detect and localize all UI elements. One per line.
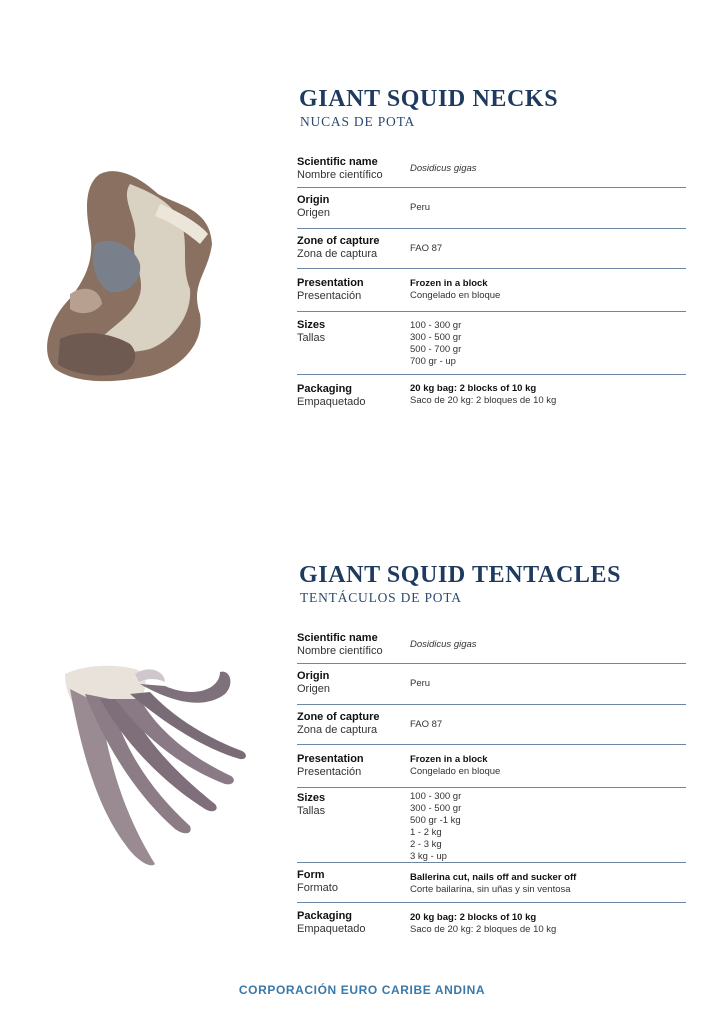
row-value: Dosidicus gigas bbox=[410, 638, 477, 650]
row-label-en: Packaging bbox=[297, 910, 353, 922]
squid-tentacles-photo bbox=[55, 664, 250, 879]
row-label-en: Origin bbox=[297, 194, 330, 206]
row-label-es: Zona de captura bbox=[297, 724, 378, 736]
row-value: 100 - 300 gr bbox=[410, 791, 462, 802]
spec-row-presentation bbox=[297, 269, 686, 312]
row-value: 100 - 300 gr bbox=[410, 320, 462, 331]
row-label-es: Nombre científico bbox=[297, 645, 383, 657]
row-label-es: Formato bbox=[297, 882, 338, 894]
row-value: Peru bbox=[410, 202, 431, 213]
row-label-es: Zona de captura bbox=[297, 248, 378, 260]
row-label-es: Origen bbox=[297, 683, 331, 695]
row-label-en: Zone of capture bbox=[297, 711, 380, 723]
row-value: Peru bbox=[410, 678, 431, 689]
row-label-es: Empaquetado bbox=[297, 396, 366, 408]
spec-row-sizes bbox=[297, 312, 686, 375]
row-value: Frozen in a block bbox=[410, 754, 488, 765]
row-label-en: Packaging bbox=[297, 383, 353, 395]
product-title: GIANT SQUID TENTACLES bbox=[299, 562, 622, 588]
row-value: 1 - 2 kg bbox=[410, 827, 442, 838]
row-value: Congelado en bloque bbox=[410, 290, 501, 301]
row-value: 700 gr - up bbox=[410, 356, 456, 367]
row-value: Saco de 20 kg: 2 bloques de 10 kg bbox=[410, 924, 557, 935]
row-label-en: Form bbox=[297, 869, 325, 881]
row-label-en: Scientific name bbox=[297, 632, 378, 644]
row-label-es: Tallas bbox=[297, 332, 326, 344]
row-value: FAO 87 bbox=[410, 242, 443, 254]
row-value: FAO 87 bbox=[410, 718, 443, 730]
row-value: 2 - 3 kg bbox=[410, 839, 442, 850]
row-label-en: Sizes bbox=[297, 792, 326, 804]
row-label-en: Presentation bbox=[297, 753, 364, 765]
spec-row-presentation bbox=[297, 745, 686, 788]
row-value: Ballerina cut, nails off and sucker off bbox=[410, 872, 577, 883]
footer-company-name: CORPORACIÓN EURO CARIBE ANDINA bbox=[238, 983, 486, 997]
spec-row-origin bbox=[297, 188, 686, 229]
row-value: Congelado en bloque bbox=[410, 766, 501, 777]
spec-row-origin bbox=[297, 664, 686, 705]
row-value: 20 kg bag: 2 blocks of 10 kg bbox=[410, 383, 537, 394]
row-label-en: Origin bbox=[297, 670, 330, 682]
spec-row-zone bbox=[297, 705, 686, 745]
row-value: 300 - 500 gr bbox=[410, 332, 462, 343]
spec-table bbox=[297, 150, 686, 415]
spec-row-scientific-name bbox=[297, 150, 686, 188]
row-label-es: Presentación bbox=[297, 766, 362, 778]
spec-row-packaging bbox=[297, 375, 686, 415]
spec-row-form bbox=[297, 863, 686, 903]
row-value: Dosidicus gigas bbox=[410, 162, 477, 174]
row-label-en: Scientific name bbox=[297, 156, 378, 168]
row-label-es: Empaquetado bbox=[297, 923, 366, 935]
row-value: 3 kg - up bbox=[410, 851, 447, 862]
row-label-es: Presentación bbox=[297, 290, 362, 302]
row-label-en: Presentation bbox=[297, 277, 364, 289]
row-value: Frozen in a block bbox=[410, 278, 488, 289]
spec-table bbox=[297, 626, 686, 943]
row-label-en: Zone of capture bbox=[297, 235, 380, 247]
spec-row-sizes bbox=[297, 788, 686, 863]
row-value: 500 - 700 gr bbox=[410, 344, 462, 355]
row-label-es: Nombre científico bbox=[297, 169, 383, 181]
row-value: 20 kg bag: 2 blocks of 10 kg bbox=[410, 912, 537, 923]
row-label-es: Origen bbox=[297, 207, 331, 219]
squid-necks-photo bbox=[40, 164, 216, 384]
row-label-es: Tallas bbox=[297, 805, 326, 817]
product-title: GIANT SQUID NECKS bbox=[299, 86, 559, 112]
row-label-en: Sizes bbox=[297, 319, 326, 331]
spec-row-zone bbox=[297, 229, 686, 269]
spec-row-packaging bbox=[297, 903, 686, 943]
product-subtitle: TENTÁCULOS DE POTA bbox=[300, 590, 462, 605]
row-value: 500 gr -1 kg bbox=[410, 815, 461, 826]
spec-row-scientific-name bbox=[297, 626, 686, 664]
row-value: Corte bailarina, sin uñas y sin ventosa bbox=[410, 884, 571, 895]
product-subtitle: NUCAS DE POTA bbox=[300, 114, 416, 129]
row-value: 300 - 500 gr bbox=[410, 803, 462, 814]
row-value: Saco de 20 kg: 2 bloques de 10 kg bbox=[410, 395, 557, 406]
